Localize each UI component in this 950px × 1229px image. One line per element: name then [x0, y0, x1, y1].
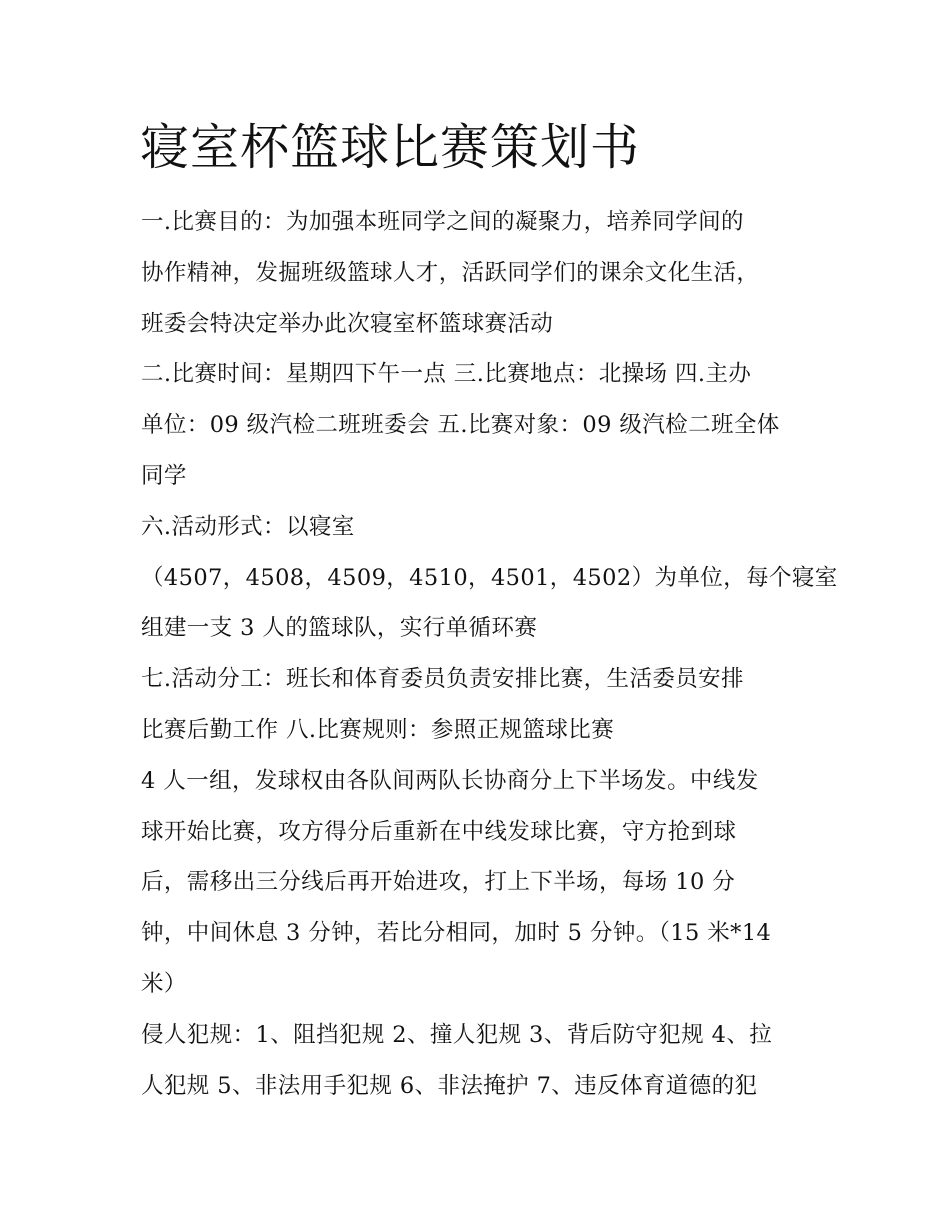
body-line: 六.活动形式：以寝室 [141, 513, 355, 540]
body-line: （4507，4508，4509，4510，4501，4502）为单位，每个寝室 [141, 564, 838, 591]
body-line: 七.活动分工：班长和体育委员负责安排比赛，生活委员安排 [141, 666, 744, 693]
body-line: 侵人犯规：1、阻挡犯规 2、撞人犯规 3、背后防守犯规 4、拉 [141, 1021, 773, 1048]
body-line: 班委会特决定举办此次寝室杯篮球赛活动 [141, 310, 554, 337]
body-line: 米） [141, 970, 187, 997]
body-line: 人犯规 5、非法用手犯规 6、非法掩护 7、违反体育道德的犯 [141, 1072, 758, 1099]
body-line: 二.比赛时间：星期四下午一点 三.比赛地点：北操场 四.主办 [141, 361, 752, 388]
body-line: 协作精神，发掘班级篮球人才，活跃同学们的课余文化生活， [141, 259, 760, 286]
body-line: 球开始比赛，攻方得分后重新在中线发球比赛，守方抢到球 [141, 818, 737, 845]
body-line: 钟，中间休息 3 分钟，若比分相同，加时 5 分钟。（15 米*14 [141, 920, 772, 947]
body-line: 后，需移出三分线后再开始进攻，打上下半场，每场 10 分 [141, 869, 736, 896]
body-line: 4 人一组，发球权由各队间两队长协商分上下半场发。中线发 [141, 767, 759, 794]
body-line: 同学 [141, 462, 187, 489]
body-line: 单位：09 级汽检二班班委会 五.比赛对象：09 级汽检二班全体 [141, 412, 780, 439]
body-line: 一.比赛目的：为加强本班同学之间的凝聚力，培养同学间的 [141, 209, 744, 235]
body-line: 组建一支 3 人的篮球队，实行单循环赛 [141, 615, 538, 642]
body-line: 比赛后勤工作 八.比赛规则：参照正规篮球比赛 [141, 716, 615, 743]
document-body [141, 202, 838, 1116]
document-title: 寝室杯篮球比赛策划书 [140, 119, 641, 176]
